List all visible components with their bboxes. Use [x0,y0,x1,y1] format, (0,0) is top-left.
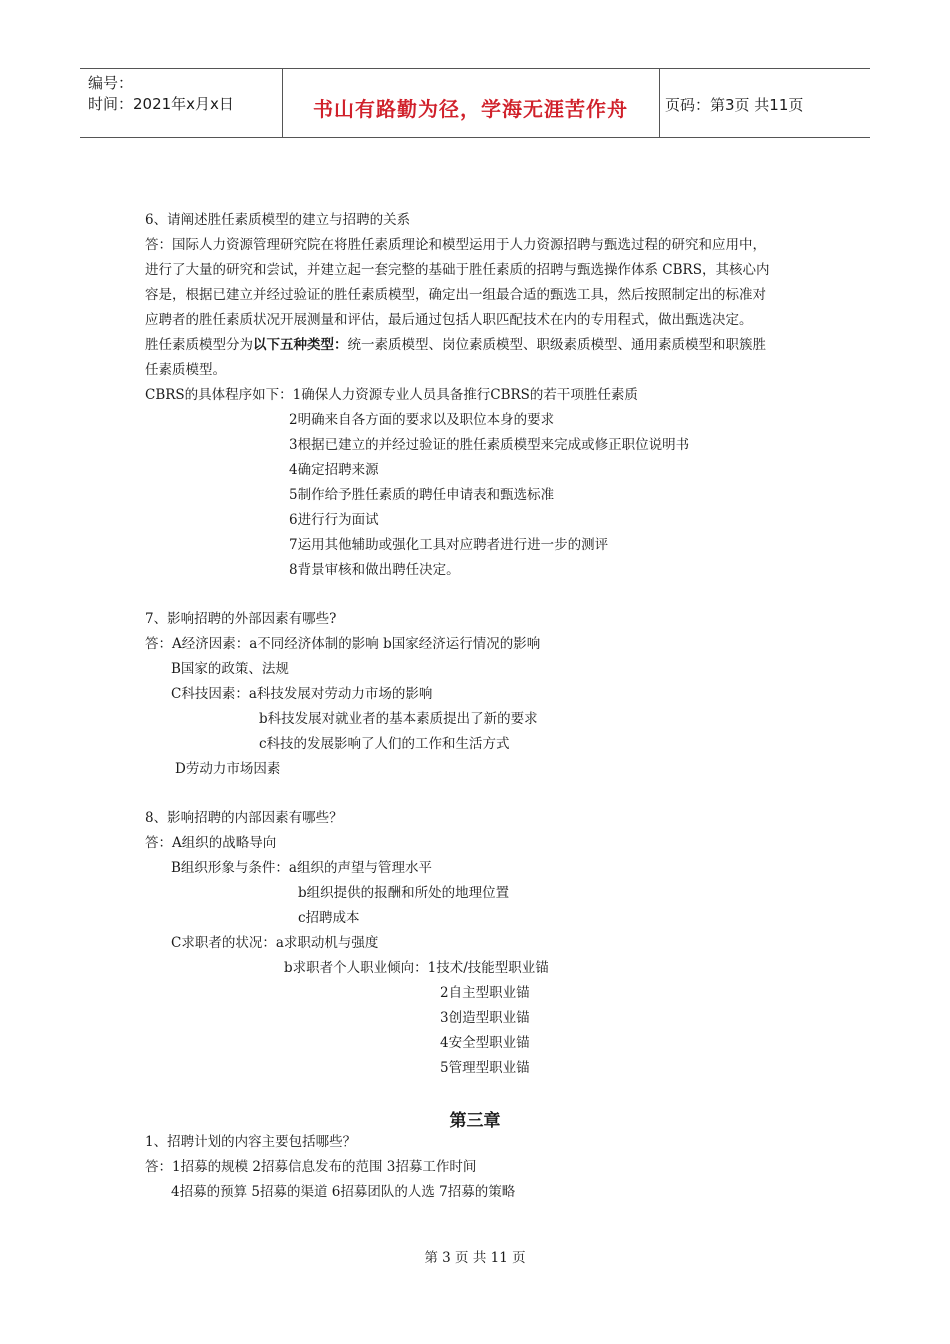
question-7: 7、影响招聘的外部因素有哪些? [145,611,337,627]
model-types-line [145,335,766,355]
career-anchor-item: 2自主型职业锚 [440,985,530,1001]
cbrs-step: 4确定招聘来源 [289,462,379,478]
answer-line: 应聘者的胜任素质状况开展测量和评估，最后通过包括人职匹配技术在内的专用程式，做出甄选决定。 [145,312,753,328]
career-anchor-item: 5管理型职业锚 [440,1060,530,1076]
cbrs-step: 7运用其他辅助或强化工具对应聘者进行进一步的测评 [289,537,609,553]
answer-line: C求职者的状况：a求职动机与强度 [171,935,379,951]
answer-line: b科技发展对就业者的基本素质提出了新的要求 [259,711,538,727]
answer-line: C科技因素：a科技发展对劳动力市场的影响 [171,686,433,702]
chapter3-question-1: 1、招聘计划的内容主要包括哪些？ [145,1134,357,1150]
answer-line: 答：A经济因素：a不同经济体制的影响 b国家经济运行情况的影响 [145,636,541,652]
header-info-cell [80,69,283,137]
number-label: 编号： [88,74,134,92]
cbrs-procedure-line: CBRS的具体程序如下：1确保人力资源专业人员具备推行CBRS的若干项胜任素质 [145,387,638,403]
answer-line: 答：A组织的战略导向 [145,835,277,851]
answer-line: c招聘成本 [298,910,360,926]
answer-line: c科技的发展影响了人们的工作和生活方式 [259,736,510,752]
answer-line: 任素质模型。 [145,362,226,378]
answer-line: B组织形象与条件：a组织的声望与管理水平 [171,860,432,876]
answer-line: 容是，根据已建立并经过验证的胜任素质模型，确定出一组最合适的甄选工具，然后按照制定出的标准对 [145,287,766,303]
answer-line: B国家的政策、法规 [171,661,289,677]
answer-line: 答：国际人力资源管理研究院在将胜任素质理论和模型运用于人力资源招聘与甄选过程的研究和应用中， [145,237,766,253]
answer-line: D劳动力市场因素 [175,761,281,777]
cbrs-step: 2明确来自各方面的要求以及职位本身的要求 [289,412,555,428]
answer-line: 答：1招募的规模 2招募信息发布的范围 3招募工作时间 [145,1159,477,1175]
career-anchor-item: 4安全型职业锚 [440,1035,530,1051]
motto-text: 书山有路勤为径，学海无涯苦作舟 [313,97,628,121]
model-types-bold: 以下五种类型： [253,337,348,353]
header-motto-cell [282,69,660,137]
answer-line: 4招募的预算 5招募的渠道 6招募团队的人选 7招募的策略 [171,1184,516,1200]
answer-line: b求职者个人职业倾向：1技术/技能型职业锚 [284,960,549,976]
model-types-rest: 统一素质模型、岗位素质模型、职级素质模型、通用素质模型和职簇胜 [347,337,766,353]
page-footer: 第 3 页 共 11 页 [424,1250,526,1266]
time-label: 时间：2021年x月x日 [88,95,234,113]
answer-line: 进行了大量的研究和尝试，并建立起一套完整的基础于胜任素质的招聘与甄选操作体系 CBRS，其核心内 [145,262,770,278]
cbrs-step: 3根据已建立的并经过验证的胜任素质模型来完成或修正职位说明书 [289,437,690,453]
answer-line: b组织提供的报酬和所处的地理位置 [298,885,510,901]
career-anchor-item: 3创造型职业锚 [440,1010,530,1026]
cbrs-step: 5制作给予胜任素质的聘任申请表和甄选标准 [289,487,555,503]
chapter-title: 第三章 [449,1111,501,1131]
question-8: 8、影响招聘的内部因素有哪些？ [145,810,343,826]
cbrs-step: 6进行行为面试 [289,512,379,528]
page-info: 页码：第3页 共11页 [665,96,804,114]
header-page-cell [659,69,870,137]
page-header [80,68,870,138]
model-types-prefix: 胜任素质模型分为 [145,337,253,353]
cbrs-step: 8背景审核和做出聘任决定。 [289,562,460,578]
question-6: 6、请阐述胜任素质模型的建立与招聘的关系 [145,212,411,228]
